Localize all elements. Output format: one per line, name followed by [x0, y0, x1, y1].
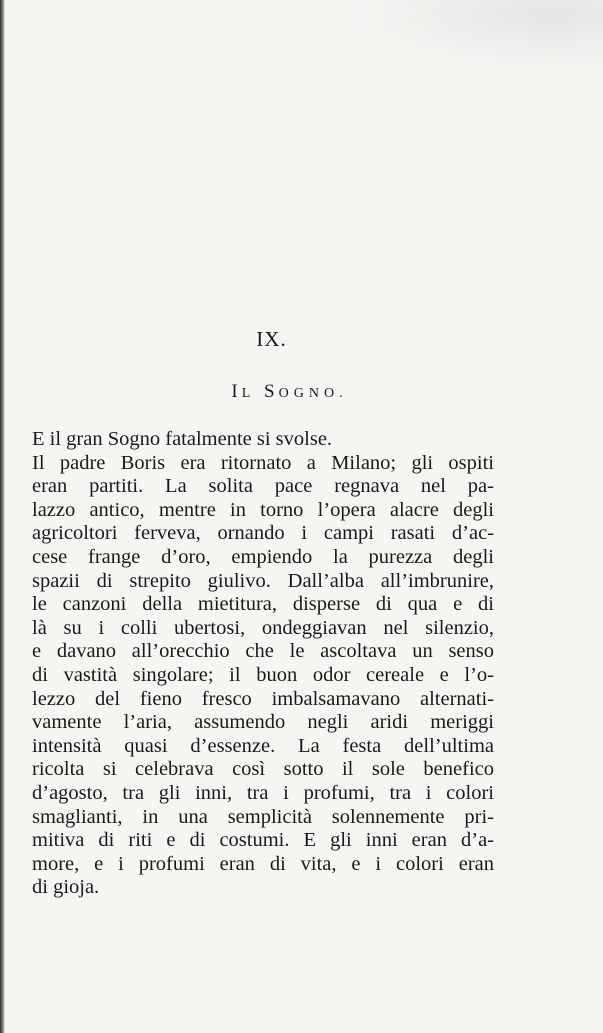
chapter-title-initial-1: I [231, 381, 242, 402]
text-line: spazii di strepito giulivo. Dall’alba all’imbrunire, [32, 569, 494, 592]
chapter-title-rest-2: OGNO. [278, 386, 348, 401]
text-line: mitiva di riti e di costumi. E gli inni eran d’a- [32, 829, 494, 852]
text-line: là su i colli ubertosi, ondeggiavan nel silenzio, [32, 616, 494, 639]
chapter-title [0, 381, 591, 403]
text-line: smaglianti, in una semplicità solennemente pri- [32, 805, 494, 828]
chapter-number: IX. [256, 327, 287, 351]
text-line: Il padre Boris era ritornato a Milano; gli ospiti [32, 451, 494, 474]
paper-stain [353, 0, 603, 70]
text-line: ricolta si celebrava così sotto il sole benefico [32, 758, 494, 781]
text-line: agricoltori ferveva, ornando i campi rasati d’ac- [32, 522, 494, 545]
chapter-title-initial-2: S [264, 381, 279, 402]
page-binding-edge [0, 0, 5, 1033]
text-line: d’agosto, tra gli inni, tra i profumi, tra i colori [32, 781, 494, 804]
text-line: more, e i profumi eran di vita, e i colori eran [32, 852, 494, 875]
text-line: di vastità singolare; il buon odor cereale e l’o- [32, 663, 494, 686]
text-line: intensità quasi d’essenze. La festa dell’ultima [32, 734, 494, 757]
text-line: E il gran Sogno fatalmente si svolse. [32, 428, 333, 450]
text-line: vamente l’aria, assumendo negli aridi meriggi [32, 711, 494, 734]
text-line: lazzo antico, mentre in torno l’opera alacre degli [32, 498, 494, 521]
text-line: lezzo del fieno fresco imbalsamavano alternati- [32, 687, 494, 710]
text-line: le canzoni della mietitura, disperse di qua e di [32, 593, 494, 616]
chapter-body [32, 428, 494, 900]
text-line: e davano all’orecchio che le ascoltava un senso [32, 640, 494, 663]
text-line: eran partiti. La solita pace regnava nel pa- [32, 475, 494, 498]
text-line: di gioja. [32, 876, 100, 899]
chapter-title-rest-1: L [241, 386, 256, 401]
text-line: cese frange d’oro, empiendo la purezza degli [32, 545, 494, 568]
